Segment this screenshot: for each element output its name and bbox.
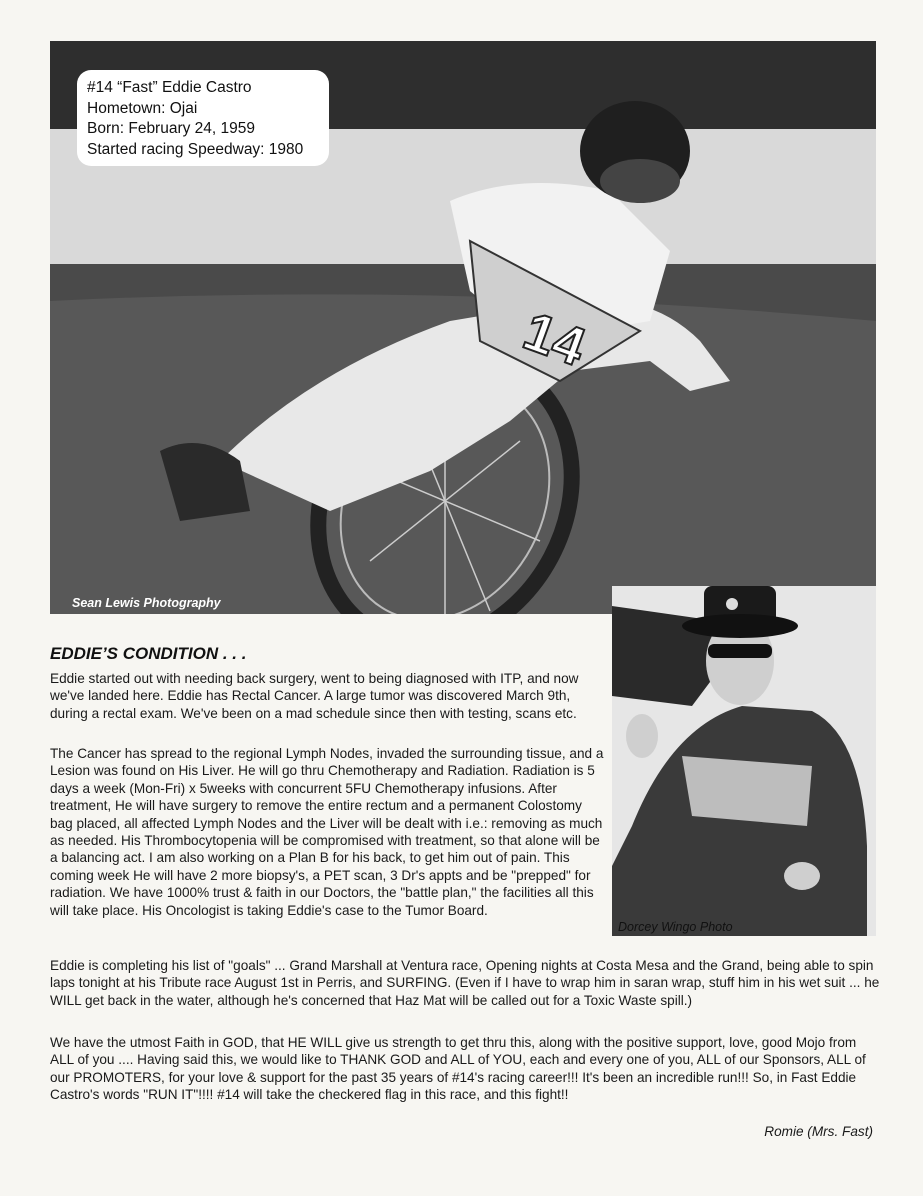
portrait-illustration	[612, 586, 876, 936]
portrait-photo	[612, 586, 876, 936]
bike-number: 14	[515, 300, 593, 378]
rider-name: #14 “Fast” Eddie Castro	[87, 79, 252, 96]
rider-hometown: Hometown: Ojai	[87, 99, 198, 117]
signature: Romie (Mrs. Fast)	[764, 1124, 873, 1139]
rider-info-box	[77, 70, 329, 166]
article-heading: EDDIE’S CONDITION . . .	[50, 644, 247, 663]
article-paragraph-4: We have the utmost Faith in GOD, that HE WILL give us strength to get thru this, along with the positive support, love, good Mojo from ALL of you .... Having said this, we would like to THANK GOD and ALL of YOU, each and every one of you, ALL of our Sponsors, ALL of our PROMOTERS, for your love & support for the past 35 years of #14's racing career!!! It's been an incredible run!!! So, in Fast Eddie Castro's words "RUN IT"!!!! #14 will take the checkered flag in this race, and this fight!!	[50, 1035, 866, 1103]
article-paragraph-3: Eddie is completing his list of "goals" ... Grand Marshall at Ventura race, Opening nights at Costa Mesa and the Grand, being able to spin laps tonight at his Tribute race August 1st in Perris, and SURFING. (Even if I have to wrap him in saran wrap, stuff him in his wet suit ... he WILL get back in the water, although he's concerned that Haz Mat will be called out for a Toxic Waste spill.)	[50, 958, 880, 1008]
main-photo-credit: Sean Lewis Photography	[72, 596, 221, 610]
article-paragraph-1: Eddie started out with needing back surgery, went to being diagnosed with ITP, and now we've landed here. Eddie has Rectal Cancer. A large tumor was discovered March 9th, during a rectal exam. We've been on a mad schedule since then with testing, scans etc.	[50, 671, 579, 721]
article-paragraph-2: The Cancer has spread to the regional Lymph Nodes, invaded the surrounding tissue, and a Lesion was found on His Liver. He will go thru Chemotherapy and Radiation. Radiation is 5 days a week (Mon-Fri) x 5weeks with concurrent 5FU Chemotherapy infusions. After treatment, He will have surgery to remove the entire rectum and a permanent Colostomy bag placed, all affected Lymph Nodes and the Liver will be dealt with i.e.: removing as much as needed. His Thrombocytopenia will be compromised with treatment, so that alone will be a balancing act. I am also working on a Plan B for his back, to get him out of pain. This coming week He will have 2 more biopsy's, a PET scan, 3 Dr's appts and be "prepped" for radiation. We have 1000% trust & faith in our Doctors, the "battle plan," the facilities all this will take place. His Oncologist is taking Eddie's case to the Tumor Board.	[50, 746, 604, 918]
rider-start-year: Started racing Speedway: 1980	[87, 140, 304, 158]
rider-birthdate: Born: February 24, 1959	[87, 120, 256, 137]
side-photo-credit: Dorcey Wingo Photo	[618, 920, 733, 934]
